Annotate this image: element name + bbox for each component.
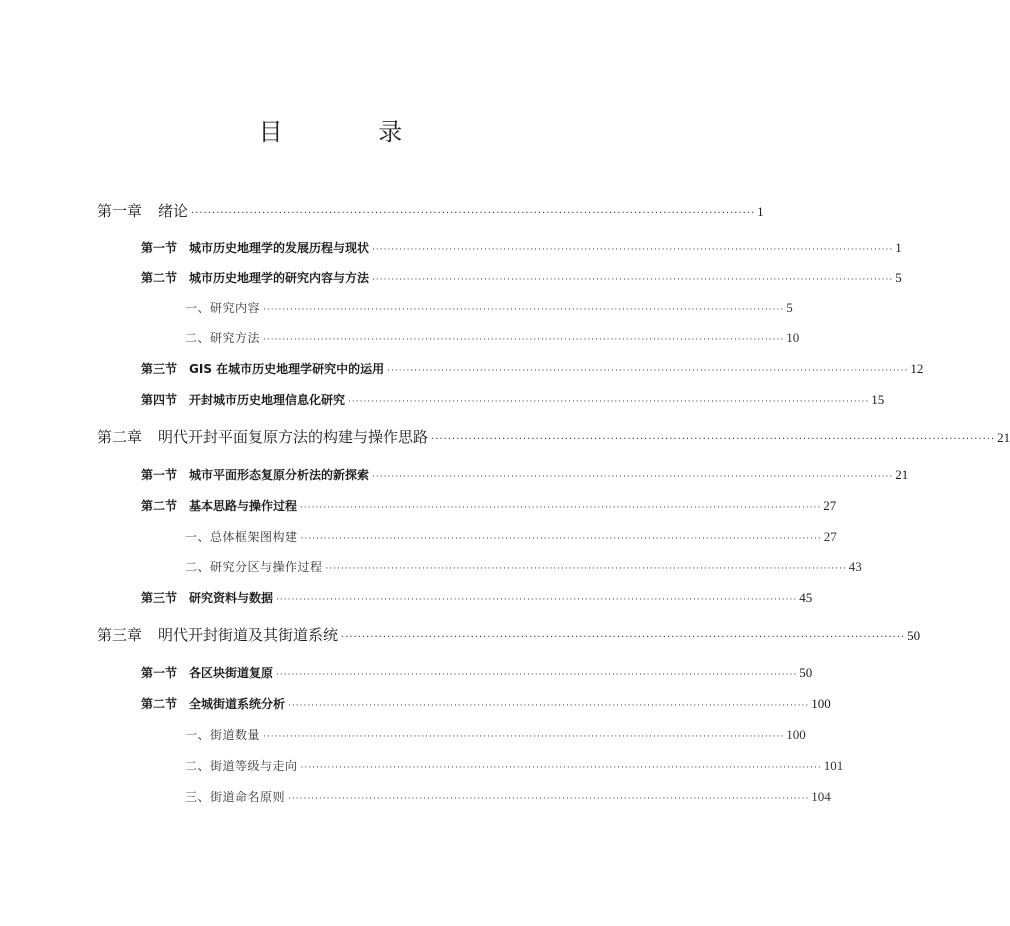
toc-section-title [141,269,369,287]
toc-chapter-title [97,201,188,221]
subsection-title: 一、研究内容 [185,301,261,315]
page-number: 5 [786,300,793,315]
toc-section-3-1[interactable] [141,664,813,684]
toc-subsection-1-2-2[interactable] [185,329,800,349]
subsection-title: 二、研究方法 [185,331,261,345]
section-number: 第一节 [141,241,178,255]
toc-section-2-3[interactable] [141,589,813,609]
subsection-title: 二、街道等级与走向 [185,759,298,773]
section-number: 第一节 [141,468,178,482]
subsection-title: 一、街道数量 [185,728,261,742]
section-number: 第四节 [141,393,178,407]
dot-leader: ······································································································································· [372,472,894,482]
toc-subsection-1-2-1[interactable] [185,299,793,319]
section-title: GIS 在城市历史地理学研究中的运用 [189,362,385,376]
dot-leader: ······································································································································· [191,208,756,219]
section-title: 全城街道系统分析 [189,697,286,711]
dot-leader: ······································································································································· [263,305,785,315]
page-title: 目 录 [258,118,447,146]
dot-leader: ······································································································································· [325,564,847,574]
dot-leader: ······································································································································· [263,335,785,345]
dot-leader: ······································································································································· [288,794,810,804]
page-number: 5 [895,270,902,285]
page-number: 1 [895,240,902,255]
toc-section-title [141,497,297,515]
section-number: 第二节 [141,499,178,513]
section-title: 基本思路与操作过程 [189,499,298,513]
toc-section-1-1[interactable] [141,239,902,259]
dot-leader: ······································································································································· [300,763,822,773]
toc-chapter-title [97,427,428,447]
toc-section-title [141,391,345,409]
page-number: 12 [910,361,924,376]
chapter-number: 第一章 [97,202,143,220]
subsection-title: 二、研究分区与操作过程 [185,560,323,574]
page-number: 43 [848,559,862,574]
page-number: 21 [997,430,1010,445]
section-number: 第三节 [141,362,178,376]
toc-section-1-3[interactable] [141,360,924,380]
page-number: 50 [907,628,921,643]
page-number: 100 [811,696,831,711]
toc-subsection-2-2-1[interactable] [185,528,837,548]
section-number: 第二节 [141,697,178,711]
dot-leader: ······································································································································· [288,701,810,711]
page-number: 104 [811,789,831,804]
dot-leader: ······································································································································· [341,632,906,643]
toc-section-title [141,589,273,607]
page-number: 27 [823,498,837,513]
page-number: 15 [871,392,885,407]
section-number: 第二节 [141,271,178,285]
dot-leader: ······································································································································· [372,275,894,285]
toc-section-title [141,664,273,682]
chapter-number: 第三章 [97,626,143,644]
toc-section-2-2[interactable] [141,497,837,517]
dot-leader: ······································································································································· [276,670,798,680]
section-title: 研究资料与数据 [189,591,274,605]
toc-section-3-2[interactable] [141,695,831,715]
dot-leader: ······································································································································· [431,434,996,445]
toc-section-title [141,360,384,378]
page-number: 10 [786,330,800,345]
dot-leader: ······································································································································· [387,366,909,376]
section-title: 城市平面形态复原分析法的新探索 [189,468,370,482]
toc-subsection-3-2-3[interactable] [185,788,831,808]
subsection-title: 一、总体框架图构建 [185,530,298,544]
toc-section-2-1[interactable] [141,466,909,486]
page-number: 1 [757,204,764,219]
section-number: 第三节 [141,591,178,605]
dot-leader: ······································································································································· [263,732,785,742]
chapter-title: 明代开封平面复原方法的构建与操作思路 [158,428,429,446]
section-title: 开封城市历史地理信息化研究 [189,393,346,407]
toc-chapter-3[interactable] [97,625,921,648]
toc-section-title [141,695,285,713]
toc-section-1-2[interactable] [141,269,902,289]
dot-leader: ······································································································································· [300,503,822,513]
dot-leader: ······································································································································· [276,595,798,605]
page-number: 21 [895,467,909,482]
section-number: 第一节 [141,666,178,680]
chapter-number: 第二章 [97,428,143,446]
page-number: 27 [823,529,837,544]
toc-chapter-2[interactable] [97,427,1010,450]
section-title: 城市历史地理学的发展历程与现状 [189,241,370,255]
toc-section-title [141,466,369,484]
toc-subsection-3-2-2[interactable] [185,757,844,777]
toc-subsection-3-2-1[interactable] [185,726,806,746]
toc-section-title [141,239,369,257]
dot-leader: ······································································································································· [300,534,822,544]
toc-chapter-title [97,625,338,645]
subsection-title: 三、街道命名原则 [185,790,286,804]
page-number: 45 [799,590,813,605]
page-number: 101 [823,758,844,773]
chapter-title: 明代开封街道及其街道系统 [158,626,339,644]
section-title: 各区块街道复原 [189,666,274,680]
section-title: 城市历史地理学的研究内容与方法 [189,271,370,285]
toc-chapter-1[interactable] [97,201,764,224]
page-number: 50 [799,665,813,680]
chapter-title: 绪论 [158,202,189,220]
dot-leader: ······································································································································· [372,245,894,255]
dot-leader: ······································································································································· [348,397,870,407]
toc-subsection-2-2-2[interactable] [185,558,862,578]
toc-section-1-4[interactable] [141,391,885,411]
page-number: 100 [786,727,806,742]
